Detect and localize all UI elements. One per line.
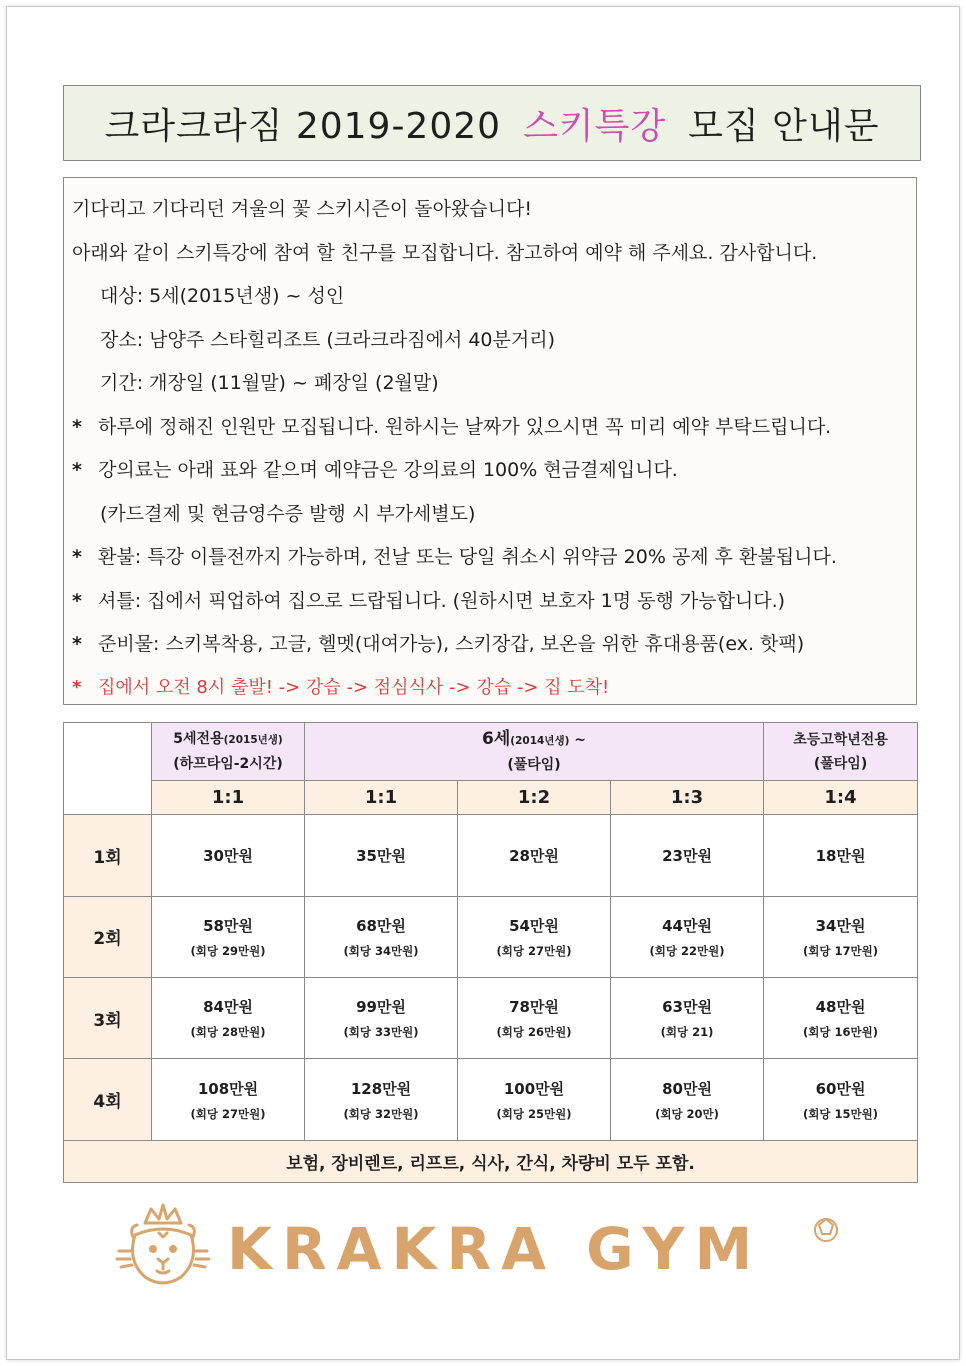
price-cell: 18만원 <box>764 815 918 896</box>
table-corner <box>64 723 152 815</box>
table-row <box>64 1059 918 1140</box>
page-sheet <box>6 6 960 1360</box>
title-suffix: 모집 안내문 <box>688 105 880 147</box>
price-cell: 35만원 <box>305 815 458 896</box>
price-cell: 44만원 (회당 22만원) <box>611 896 764 977</box>
price-cell: 28만원 <box>458 815 611 896</box>
price-cell: 100만원 (회당 25만원) <box>458 1059 611 1140</box>
session-label: 4회 <box>64 1059 152 1140</box>
asterisk-icon: * <box>72 546 82 568</box>
table-row <box>64 815 918 896</box>
notice-bullet: * 환불: 특강 이틀전까지 가능하며, 전날 또는 당일 취소시 위약금 20% 공제 후 환불됩니다. <box>72 540 916 584</box>
price-cell: 63만원 (회당 21) <box>611 978 764 1059</box>
notice-period: 기간: 개장일 (11월말) ~ 폐장일 (2월말) <box>100 372 439 394</box>
asterisk-icon: * <box>72 676 82 698</box>
asterisk-icon: * <box>72 459 82 481</box>
notice-target: 대상: 5세(2015년생) ~ 성인 <box>100 285 345 307</box>
price-cell: 23만원 <box>611 815 764 896</box>
table-row <box>64 978 918 1059</box>
brand-logo <box>115 1201 855 1297</box>
table-footer-note: 보험, 장비렌트, 리프트, 식사, 간식, 차량비 모두 포함. <box>64 1140 918 1182</box>
price-cell: 99만원 (회당 33만원) <box>305 978 458 1059</box>
price-cell: 54만원 (회당 27만원) <box>458 896 611 977</box>
tiger-crown-icon <box>115 1201 211 1291</box>
price-cell: 128만원 (회당 32만원) <box>305 1059 458 1140</box>
brand-wordmark: KRAKRA GYM <box>227 1215 763 1283</box>
table-header-row <box>64 723 918 781</box>
notice-line: 기다리고 기다리던 겨울의 꽃 스키시즌이 돌아왔습니다! <box>72 198 532 220</box>
group-elementary: 초등고학년전용 (풀타임) <box>764 723 918 781</box>
notice-line: (카드결제 및 현금영수증 발행 시 부가세별도) <box>100 502 476 525</box>
ratio-cell: 1:1 <box>152 781 305 815</box>
price-table <box>63 722 918 1183</box>
notice-schedule: * 집에서 오전 8시 출발! -> 강습 -> 점심식사 -> 강습 -> 집 도착! <box>72 671 916 715</box>
notice-bullet: * 준비물: 스키복착용, 고글, 헬멧(대여가능), 스키장갑, 보온을 위한 휴대용품(ex. 핫팩) <box>72 627 916 671</box>
session-label: 3회 <box>64 978 152 1059</box>
price-cell: 80만원 (회당 20만) <box>611 1059 764 1140</box>
price-cell: 108만원 (회당 27만원) <box>152 1059 305 1140</box>
price-cell: 58만원 (회당 29만원) <box>152 896 305 977</box>
notice-box <box>63 177 917 705</box>
price-cell: 30만원 <box>152 815 305 896</box>
price-cell: 48만원 (회당 16만원) <box>764 978 918 1059</box>
table-row <box>64 896 918 977</box>
asterisk-icon: * <box>72 589 82 612</box>
page-title <box>63 85 921 161</box>
ratio-cell: 1:3 <box>611 781 764 815</box>
title-main: 크라크라짐 2019-2020 <box>104 105 502 147</box>
price-cell: 34만원 (회당 17만원) <box>764 896 918 977</box>
asterisk-icon: * <box>72 415 82 438</box>
price-cell: 78만원 (회당 26만원) <box>458 978 611 1059</box>
ratio-cell: 1:4 <box>764 781 918 815</box>
price-cell: 84만원 (회당 28만원) <box>152 978 305 1059</box>
ratio-row <box>64 781 918 815</box>
notice-line: 아래와 같이 스키특강에 참여 할 친구를 모집합니다. 참고하여 예약 해 주세요. 감사합니다. <box>72 241 818 264</box>
notice-location: 장소: 남양주 스타힐리조트 (크라크라짐에서 40분거리) <box>100 328 555 351</box>
notice-bullet: * 하루에 정해진 인원만 모집됩니다. 원하시는 날짜가 있으시면 꼭 미리 예약 부탁드립니다. <box>72 410 916 454</box>
price-cell: 60만원 (회당 15만원) <box>764 1059 918 1140</box>
asterisk-icon: * <box>72 633 82 655</box>
table-footer-row <box>64 1140 918 1182</box>
session-label: 1회 <box>64 815 152 896</box>
group-5yo: 5세전용(2015년생) (하프타임-2시간) <box>152 723 305 781</box>
ratio-cell: 1:1 <box>305 781 458 815</box>
group-6yo: 6세(2014년생) ~ (풀타임) <box>305 723 764 781</box>
notice-bullet: * 셔틀: 집에서 픽업하여 집으로 드랍됩니다. (원하시면 보호자 1명 동행 가능합니다.) <box>72 584 916 628</box>
ratio-cell: 1:2 <box>458 781 611 815</box>
ball-icon <box>811 1215 841 1245</box>
session-label: 2회 <box>64 896 152 977</box>
price-cell: 68만원 (회당 34만원) <box>305 896 458 977</box>
notice-bullet: * 강의료는 아래 표와 같으며 예약금은 강의료의 100% 현금결제입니다. <box>72 453 916 497</box>
title-accent: 스키특강 <box>523 105 667 147</box>
